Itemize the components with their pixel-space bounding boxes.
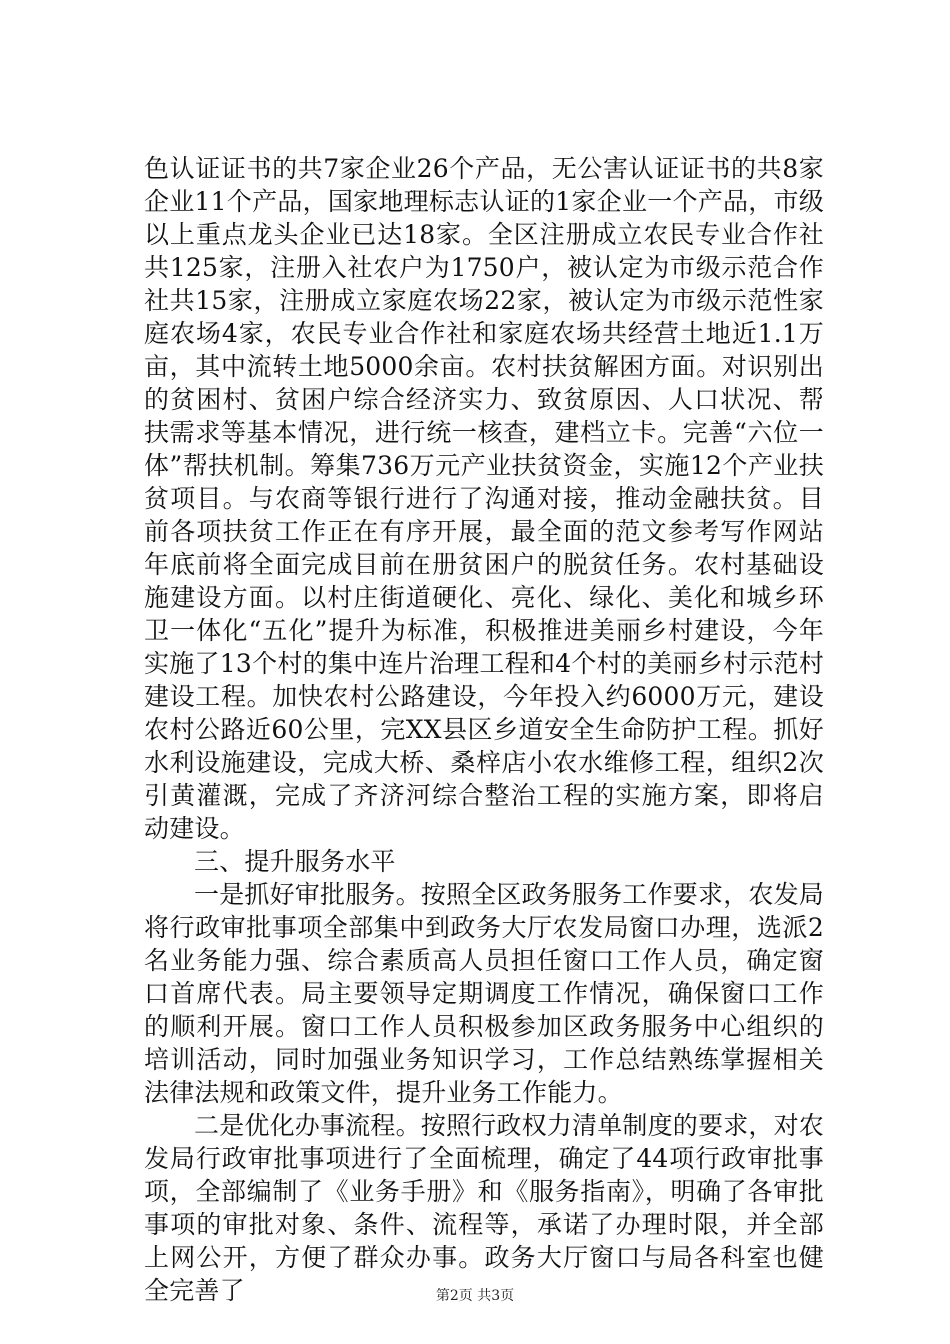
document-body	[144, 152, 824, 1307]
page-footer: 第2页 共3页	[435, 1288, 515, 1304]
paragraph-process-optimization: 二是优化办事流程。按照行政权力清单制度的要求，对农发局行政审批事项进行了全面梳理，确定了44项行政审批事项，全部编制了《业务手册》和《服务指南》，明确了各审批事项的审批对象、条件、流程等，承诺了办理时限，并全部上网公开，方便了群众办事。政务大厅窗口与局各科室也健全完善了	[144, 1111, 825, 1305]
paragraph-continuation: 色认证证书的共7家企业26个产品，无公害认证证书的共8家企业11个产品，国家地理标志认证的1家企业一个产品，市级以上重点龙头企业已达18家。全区注册成立农民专业合作社共125家，注册入社农户为1750户，被认定为市级示范合作社共15家，注册成立家庭农场22家，被认定为市级示范性家庭农场4家，农民专业合作社和家庭农场共经营土地近1.1万亩，其中流转土地5000余亩。农村扶贫解困方面。对识别出的贫困村、贫困户综合经济实力、致贫原因、人口状况、帮扶需求等基本情况，进行统一核查，建档立卡。完善“六位一体”帮扶机制。筹集736万元产业扶贫资金，实施12个产业扶贫项目。与农商等银行进行了沟通对接，推动金融扶贫。目前各项扶贫工作正在有序开展，最全面的范文参考写作网站年底前将全面完成目前在册贫困户的脱贫任务。农村基础设施建设方面。以村庄街道硬化、亮化、绿化、美化和城乡环卫一体化“五化”提升为标准，积极推进美丽乡村建设，今年实施了13个村的集中连片治理工程和4个村的美丽乡村示范村建设工程。加快农村公路建设，今年投入约6000万元，建设农村公路近60公里，完XX县区乡道安全生命防护工程。抓好水利设施建设，完成大桥、桑梓店小农水维修工程，组织2次引黄灌溉，完成了齐济河综合整治工程的实施方案，即将启动建设。	[144, 154, 824, 843]
section-heading: 三、提升服务水平	[194, 847, 396, 876]
paragraph-approval-service: 一是抓好审批服务。按照全区政务服务工作要求，农发局将行政审批事项全部集中到政务大厅农发局窗口办理，选派2名业务能力强、综合素质高人员担任窗口工作人员，确定窗口首席代表。局主要领导定期调度工作情况，确保窗口工作的顺利开展。窗口工作人员积极参加区政务服务中心组织的培训活动，同时加强业务知识学习，工作总结熟练掌握相关法律法规和政策文件，提升业务工作能力。	[144, 880, 825, 1107]
